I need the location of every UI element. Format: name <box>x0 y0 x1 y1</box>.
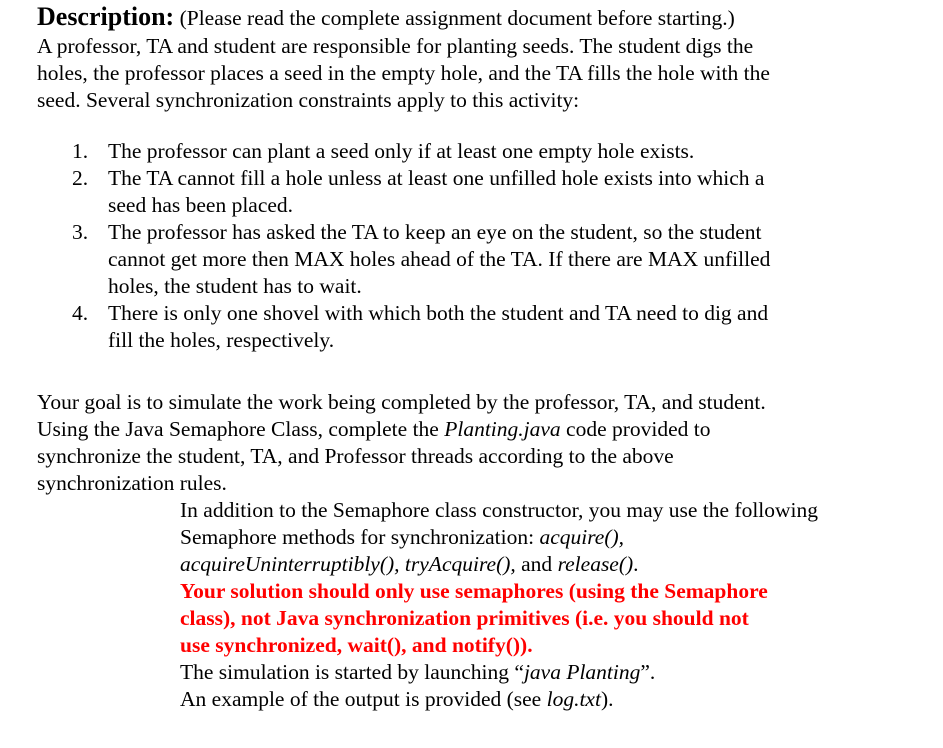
goal-line: Your goal is to simulate the work being completed by the professor, TA, and student. <box>37 390 766 414</box>
description-heading: Description: <box>37 2 175 31</box>
method-try-acquire: tryAcquire(), <box>404 552 516 576</box>
constraint-line: The professor can plant a seed only if at least one empty hole exists. <box>108 139 695 163</box>
description-line: holes, the professor places a seed in the empty hole, and the TA fills the hole with the <box>37 61 770 85</box>
method-acquire-uninterruptibly: acquireUninterruptibly(), <box>180 552 400 576</box>
description-section <box>37 0 932 114</box>
description-note: (Please read the complete assignment document before starting.) <box>174 6 735 30</box>
methods-text: Semaphore methods for synchronization: <box>180 525 540 549</box>
constraint-item <box>72 219 892 300</box>
constraint-line: There is only one shovel with which both the student and TA need to dig and <box>108 301 769 325</box>
goal-paragraph <box>37 389 766 497</box>
constraint-number: 3. <box>72 220 89 244</box>
launch-text: ”. <box>640 660 656 684</box>
example-text: ). <box>600 687 614 711</box>
warning-line: class), not Java synchronization primitives (i.e. you should not <box>180 606 749 630</box>
constraint-number: 4. <box>72 301 89 325</box>
goal-text: Using the Java Semaphore Class, complete the <box>37 417 445 441</box>
methods-and: and <box>515 552 558 576</box>
goal-text: code provided to <box>560 417 711 441</box>
constraint-line: The TA cannot fill a hole unless at least one unfilled hole exists into which a <box>108 166 765 190</box>
constraints-list <box>72 138 892 354</box>
constraint-number: 1. <box>72 139 89 163</box>
example-text: An example of the output is provided (see <box>180 687 547 711</box>
constraint-line: holes, the student has to wait. <box>108 274 362 298</box>
method-release: release() <box>557 552 634 576</box>
description-intro <box>37 2 932 33</box>
warning-line: use synchronized, wait(), and notify()). <box>180 633 533 657</box>
launch-text: The simulation is started by launching “ <box>180 660 524 684</box>
methods-period: . <box>633 552 639 576</box>
description-line: A professor, TA and student are responsible for planting seeds. The student digs the <box>37 34 754 58</box>
warning-line: Your solution should only use semaphores (using the Semaphore <box>180 579 768 603</box>
launch-line <box>180 659 818 686</box>
constraint-line: seed has been placed. <box>108 193 294 217</box>
method-acquire: acquire(), <box>539 525 625 549</box>
constraint-item <box>72 300 892 354</box>
example-line <box>180 686 818 713</box>
goal-line: synchronization rules. <box>37 471 227 495</box>
goal-line <box>37 416 766 443</box>
methods-line: In addition to the Semaphore class constructor, you may use the following <box>180 498 819 522</box>
constraint-item <box>72 165 892 219</box>
constraint-line: The professor has asked the TA to keep an eye on the student, so the student <box>108 220 762 244</box>
planting-java-filename: Planting.java <box>444 417 561 441</box>
methods-line <box>180 524 818 551</box>
constraint-line: fill the holes, respectively. <box>108 328 335 352</box>
methods-line <box>180 551 818 578</box>
description-line: seed. Several synchronization constraints apply to this activity: <box>37 88 580 112</box>
launch-command: java Planting <box>523 660 641 684</box>
log-txt-filename: log.txt <box>546 687 601 711</box>
constraint-item <box>72 138 892 165</box>
constraint-line: cannot get more then MAX holes ahead of the TA. If there are MAX unfilled <box>108 247 771 271</box>
constraint-number: 2. <box>72 166 89 190</box>
indented-notes <box>180 497 818 713</box>
goal-line: synchronize the student, TA, and Professor threads according to the above <box>37 444 674 468</box>
